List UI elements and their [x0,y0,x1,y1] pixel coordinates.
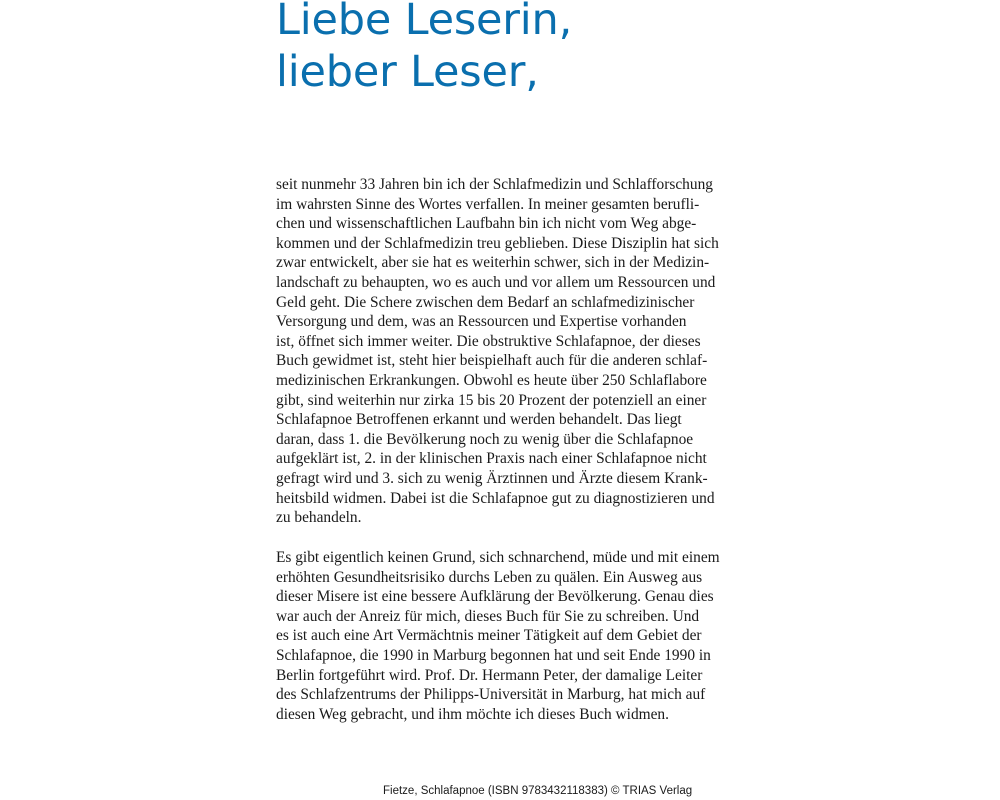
paragraph-2 [276,548,726,724]
text-line: medizinischen Erkrankungen. Obwohl es heute über 250 Schlaflabore [276,371,707,389]
text-line: Es gibt eigentlich keinen Grund, sich schnarchend, müde und mit einem [276,549,720,566]
text-line: diesen Weg gebracht, und ihm möchte ich dieses Buch widmen. [276,705,669,723]
text-line: chen und wissenschaftlichen Laufbahn bin ich nicht vom Weg abge- [276,215,697,233]
text-line: Schlafapnoe, die 1990 in Marburg begonnen hat und seit Ende 1990 in [276,646,711,664]
text-line: erhöhten Gesundheitsrisiko durchs Leben zu quälen. Ein Ausweg aus [276,568,703,586]
paragraph-1 [276,175,726,528]
text-line: es ist auch eine Art Vermächtnis meiner Tätigkeit auf dem Gebiet der [276,627,702,645]
text-line: Schlafapnoe Betroffenen erkannt und werden behandelt. Das liegt [276,411,682,429]
text-line: landschaft zu behaupten, wo es auch und vor allem um Ressourcen und [276,273,716,291]
text-line: zu behandeln. [276,509,362,527]
title-line-1: Liebe Leserin, [276,0,573,45]
text-line: des Schlafzentrums der Philipps-Universität in Marburg, hat mich auf [276,686,706,704]
text-line: aufgeklärt ist, 2. in der klinischen Praxis nach einer Schlafapnoe nicht [276,450,707,468]
text-line: Versorgung und dem, was an Ressourcen und Expertise vorhanden [276,313,687,331]
page-title [276,0,572,98]
text-line: im wahrsten Sinne des Wortes verfallen. In meiner gesamten berufli- [276,195,700,213]
text-line: Berlin fortgeführt wird. Prof. Dr. Hermann Peter, der damalige Leiter [276,666,703,684]
text-line: war auch der Anreiz für mich, dieses Buch für Sie zu schreiben. Und [276,607,700,625]
text-line: gefragt wird und 3. sich zu wenig Ärztinnen und Ärzte diesem Krank- [276,469,708,487]
text-line: Buch gewidmet ist, steht hier beispielhaft auch für die anderen schlaf- [276,352,708,370]
text-line: zwar entwickelt, aber sie hat es weiterhin schwer, sich in der Medizin- [276,254,710,272]
text-line: seit nunmehr 33 Jahren bin ich der Schlafmedizin und Schlafforschung [276,176,713,193]
text-line: Geld geht. Die Schere zwischen dem Bedarf an schlafmedizinischer [276,293,695,311]
text-line: dieser Misere ist eine bessere Aufklärung der Bevölkerung. Genau dies [276,588,714,606]
title-line-2: lieber Leser, [276,47,539,97]
text-line: ist, öffnet sich immer weiter. Die obstruktive Schlafapnoe, der dieses [276,332,701,350]
text-line: heitsbild widmen. Dabei ist die Schlafapnoe gut zu diagnostizieren und [276,489,715,507]
footer-citation: Fietze, Schlafapnoe (ISBN 9783432118383) © TRIAS Verlag [383,785,693,797]
text-line: daran, dass 1. die Bevölkerung noch zu wenig über die Schlafapnoe [276,430,694,448]
text-line: kommen und der Schlafmedizin treu geblieben. Diese Disziplin hat sich [276,234,719,252]
text-line: gibt, sind weiterhin nur zirka 15 bis 20 Prozent der potenziell an einer [276,391,707,409]
